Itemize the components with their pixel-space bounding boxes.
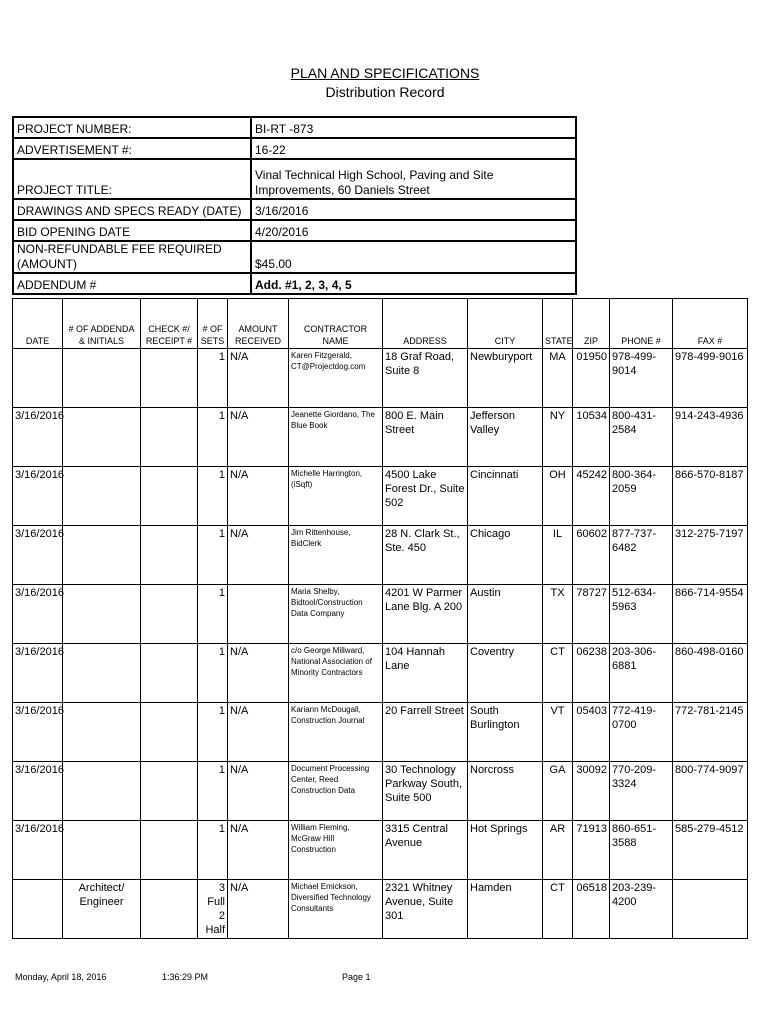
cell-amount: N/A	[228, 880, 289, 939]
footer-date: Monday, April 18, 2016	[15, 972, 107, 982]
cell-zip: 06238	[573, 644, 610, 703]
cell-date: 3/16/2016	[13, 467, 63, 526]
column-header-state: STATE	[543, 299, 573, 349]
info-label: BID OPENING DATE	[13, 220, 251, 241]
table-body	[13, 349, 748, 939]
cell-amount: N/A	[228, 526, 289, 585]
column-header-phone: PHONE #	[610, 299, 673, 349]
cell-contractor: c/o George Millward, National Association of Minority Contractors	[289, 644, 383, 703]
cell-zip: 45242	[573, 467, 610, 526]
cell-state: VT	[543, 703, 573, 762]
cell-state: AR	[543, 821, 573, 880]
cell-city: Hot Springs	[468, 821, 543, 880]
cell-sets: 1	[198, 467, 228, 526]
info-row-project-title	[13, 159, 576, 199]
cell-contractor: Maria Shelby, Bidtool/Construction Data Company	[289, 585, 383, 644]
cell-fax: 978-499-9016	[673, 349, 748, 408]
info-label: ADDENDUM #	[13, 273, 251, 294]
cell-check	[141, 349, 198, 408]
cell-city: Norcross	[468, 762, 543, 821]
info-row-specs-ready	[13, 199, 576, 220]
cell-check	[141, 408, 198, 467]
cell-addenda	[63, 762, 141, 821]
info-row-bid-opening	[13, 220, 576, 241]
info-label: ADVERTISEMENT #:	[13, 138, 251, 159]
cell-zip: 71913	[573, 821, 610, 880]
cell-fax: 860-498-0160	[673, 644, 748, 703]
cell-phone: 978-499-9014	[610, 349, 673, 408]
cell-phone: 770-209-3324	[610, 762, 673, 821]
cell-state: IL	[543, 526, 573, 585]
cell-contractor: Jim Rittenhouse, BidClerk	[289, 526, 383, 585]
info-row-advertisement	[13, 138, 576, 159]
table-row	[13, 880, 748, 939]
cell-address: 4201 W Parmer Lane Blg. A 200	[383, 585, 468, 644]
cell-amount	[228, 585, 289, 644]
cell-contractor: Jeanette Giordano, The Blue Book	[289, 408, 383, 467]
cell-amount: N/A	[228, 644, 289, 703]
table-row	[13, 762, 748, 821]
cell-zip: 60602	[573, 526, 610, 585]
cell-city: Newburyport	[468, 349, 543, 408]
column-header-fax: FAX #	[673, 299, 748, 349]
info-row-project-number	[13, 117, 576, 138]
cell-address: 2321 Whitney Avenue, Suite 301	[383, 880, 468, 939]
cell-date	[13, 880, 63, 939]
cell-addenda	[63, 821, 141, 880]
cell-sets: 1	[198, 821, 228, 880]
cell-state: MA	[543, 349, 573, 408]
cell-check	[141, 703, 198, 762]
cell-contractor: Karen Fitzgerald, CT@Projectdog.com	[289, 349, 383, 408]
cell-city: Chicago	[468, 526, 543, 585]
cell-city: Coventry	[468, 644, 543, 703]
cell-phone: 860-651-3588	[610, 821, 673, 880]
info-value: BI-RT -873	[251, 117, 576, 138]
cell-addenda: Architect/ Engineer	[63, 880, 141, 939]
column-header-amount: AMOUNT RECEIVED	[228, 299, 289, 349]
cell-address: 20 Farrell Street	[383, 703, 468, 762]
cell-date: 3/16/2016	[13, 585, 63, 644]
column-header-addenda: # OF ADDENDA & INITIALS	[63, 299, 141, 349]
cell-zip: 06518	[573, 880, 610, 939]
table-row	[13, 467, 748, 526]
cell-contractor: Michelle Harrington, (iSqft)	[289, 467, 383, 526]
info-value: Vinal Technical High School, Paving and Site Improvements, 60 Daniels Street	[251, 159, 576, 199]
project-info-table	[12, 116, 577, 295]
cell-amount: N/A	[228, 821, 289, 880]
info-label: PROJECT TITLE:	[13, 159, 251, 199]
cell-addenda	[63, 408, 141, 467]
cell-city: Cincinnati	[468, 467, 543, 526]
cell-zip: 10534	[573, 408, 610, 467]
cell-state: CT	[543, 880, 573, 939]
cell-sets: 1	[198, 703, 228, 762]
column-header-date: DATE	[13, 299, 63, 349]
cell-phone: 203-306-6881	[610, 644, 673, 703]
cell-address: 104 Hannah Lane	[383, 644, 468, 703]
cell-date	[13, 349, 63, 408]
table-row	[13, 703, 748, 762]
cell-address: 800 E. Main Street	[383, 408, 468, 467]
cell-state: NY	[543, 408, 573, 467]
column-header-sets: # OF SETS	[198, 299, 228, 349]
cell-phone: 203-239-4200	[610, 880, 673, 939]
cell-date: 3/16/2016	[13, 408, 63, 467]
cell-phone: 877-737-6482	[610, 526, 673, 585]
cell-zip: 05403	[573, 703, 610, 762]
cell-sets: 3 Full 2 Half	[198, 880, 228, 939]
table-row	[13, 585, 748, 644]
cell-date: 3/16/2016	[13, 762, 63, 821]
cell-check	[141, 762, 198, 821]
cell-sets: 1	[198, 526, 228, 585]
table-row	[13, 349, 748, 408]
cell-amount: N/A	[228, 349, 289, 408]
cell-address: 28 N. Clark St., Ste. 450	[383, 526, 468, 585]
cell-contractor: Document Processing Center, Reed Construction Data	[289, 762, 383, 821]
column-header-address: ADDRESS	[383, 299, 468, 349]
cell-fax: 866-714-9554	[673, 585, 748, 644]
footer-page-number: Page 1	[342, 972, 371, 982]
cell-contractor: Kariann McDougall, Construction Journal	[289, 703, 383, 762]
distribution-table	[12, 298, 748, 939]
title-sub: Distribution Record	[325, 84, 445, 100]
cell-state: CT	[543, 644, 573, 703]
table-row	[13, 644, 748, 703]
cell-address: 18 Graf Road, Suite 8	[383, 349, 468, 408]
cell-city: South Burlington	[468, 703, 543, 762]
cell-date: 3/16/2016	[13, 526, 63, 585]
cell-addenda	[63, 585, 141, 644]
cell-date: 3/16/2016	[13, 644, 63, 703]
cell-city: Hamden	[468, 880, 543, 939]
cell-check	[141, 526, 198, 585]
cell-fax: 800-774-9097	[673, 762, 748, 821]
info-value: 16-22	[251, 138, 576, 159]
cell-phone: 800-431-2584	[610, 408, 673, 467]
cell-address: 4500 Lake Forest Dr., Suite 502	[383, 467, 468, 526]
cell-address: 3315 Central Avenue	[383, 821, 468, 880]
title-main: PLAN AND SPECIFICATIONS	[290, 65, 480, 81]
cell-addenda	[63, 526, 141, 585]
cell-sets: 1	[198, 408, 228, 467]
cell-state: GA	[543, 762, 573, 821]
footer-time: 1:36:29 PM	[162, 972, 209, 982]
cell-contractor: William Fleming, McGraw Hill Construction	[289, 821, 383, 880]
cell-amount: N/A	[228, 762, 289, 821]
cell-amount: N/A	[228, 467, 289, 526]
cell-state: OH	[543, 467, 573, 526]
cell-contractor: Michael Emickson, Diversified Technology Consultants	[289, 880, 383, 939]
cell-city: Jefferson Valley	[468, 408, 543, 467]
cell-phone: 512-634-5963	[610, 585, 673, 644]
cell-fax: 866-570-8187	[673, 467, 748, 526]
cell-zip: 78727	[573, 585, 610, 644]
document-title	[0, 64, 770, 102]
info-value: Add. #1, 2, 3, 4, 5	[251, 273, 576, 294]
info-label: PROJECT NUMBER:	[13, 117, 251, 138]
cell-amount: N/A	[228, 408, 289, 467]
info-value: 3/16/2016	[251, 199, 576, 220]
cell-amount: N/A	[228, 703, 289, 762]
cell-city: Austin	[468, 585, 543, 644]
cell-address: 30 Technology Parkway South, Suite 500	[383, 762, 468, 821]
cell-addenda	[63, 467, 141, 526]
table-row	[13, 526, 748, 585]
column-header-zip: ZIP	[573, 299, 610, 349]
cell-phone: 772-419-0700	[610, 703, 673, 762]
cell-zip: 30092	[573, 762, 610, 821]
cell-sets: 1	[198, 644, 228, 703]
cell-check	[141, 467, 198, 526]
cell-addenda	[63, 644, 141, 703]
info-row-addendum	[13, 273, 576, 294]
cell-sets: 1	[198, 762, 228, 821]
cell-check	[141, 880, 198, 939]
table-row	[13, 408, 748, 467]
cell-phone: 800-364-2059	[610, 467, 673, 526]
cell-addenda	[63, 703, 141, 762]
cell-check	[141, 821, 198, 880]
column-header-contractor: CONTRACTOR NAME	[289, 299, 383, 349]
info-row-fee	[13, 241, 576, 273]
table-header-row	[13, 299, 748, 349]
cell-addenda	[63, 349, 141, 408]
cell-fax: 772-781-2145	[673, 703, 748, 762]
cell-check	[141, 585, 198, 644]
cell-fax: 914-243-4936	[673, 408, 748, 467]
column-header-city: CITY	[468, 299, 543, 349]
cell-check	[141, 644, 198, 703]
cell-fax: 312-275-7197	[673, 526, 748, 585]
cell-zip: 01950	[573, 349, 610, 408]
cell-sets: 1	[198, 349, 228, 408]
cell-fax: 585-279-4512	[673, 821, 748, 880]
cell-date: 3/16/2016	[13, 703, 63, 762]
table-row	[13, 821, 748, 880]
cell-date: 3/16/2016	[13, 821, 63, 880]
info-label: DRAWINGS AND SPECS READY (DATE)	[13, 199, 251, 220]
info-value: $45.00	[251, 241, 576, 273]
info-value: 4/20/2016	[251, 220, 576, 241]
cell-sets: 1	[198, 585, 228, 644]
info-label: NON-REFUNDABLE FEE REQUIRED (AMOUNT)	[13, 241, 251, 273]
cell-fax	[673, 880, 748, 939]
cell-state: TX	[543, 585, 573, 644]
column-header-check: CHECK #/ RECEIPT #	[141, 299, 198, 349]
